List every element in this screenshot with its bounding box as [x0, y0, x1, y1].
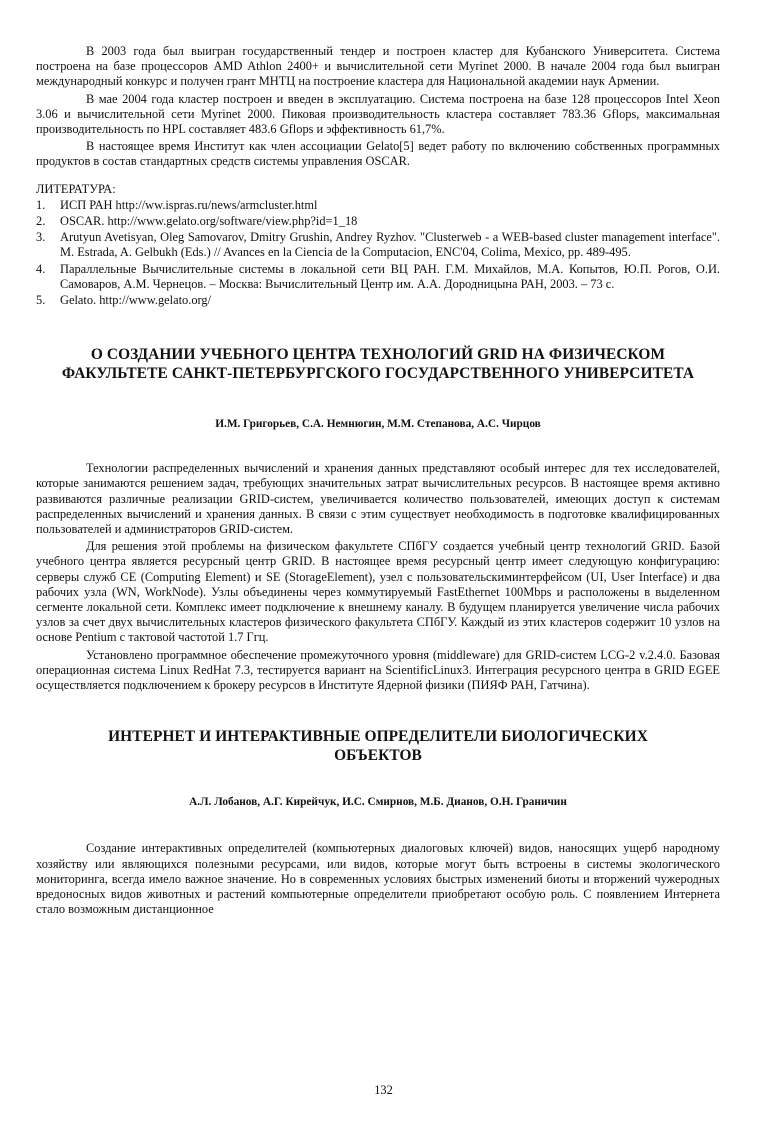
reference-number: 4.	[36, 261, 46, 276]
paragraph: Создание интерактивных определителей (компьютерных диалоговых ключей) видов, наносящих ущерб народному хозяйству или являющихся полезными ресурсами, или видов, которые могут быть встроены в системы экологического мониторинга, всегда имело важное значение. Но в современных условиях быстрых изменений биоты и вторжений чужеродных вредоносных видов животных и растений компьютерные определители приобретают особую роль. С появлением Интернета стало возможным дистанционное	[36, 841, 720, 917]
paragraph: В 2003 года был выигран государственный тендер и построен кластер для Кубанского Университета. Система построена на базе процессоров AMD Athlon 2400+ и вычислительной сети Myrinet 2000. В начале 2004 года был выигран международный конкурс и получен грант МНТЦ на построение кластера для Национальной академии наук Армении.	[36, 44, 720, 89]
reference-text: ИСП РАН http://ww.ispras.ru/news/armcluster.html	[60, 197, 318, 212]
article1-title: О СОЗДАНИИ УЧЕБНОГО ЦЕНТРА ТЕХНОЛОГИЙ GRID НА ФИЗИЧЕСКОМ ФАКУЛЬТЕТЕ САНКТ-ПЕТЕРБУРГСКОГО ГОСУДАРСТВЕННОГО УНИВЕРСИТЕТА	[61, 346, 695, 383]
article1-body	[36, 461, 720, 693]
article1-authors: И.М. Григорьев, С.А. Немнюгин, М.М. Степанова, А.С. Чирцов	[215, 418, 541, 431]
reference-item	[36, 198, 720, 213]
reference-number: 3.	[36, 230, 46, 245]
reference-text: Gelato. http://www.gelato.org/	[60, 293, 212, 308]
article2-title: ИНТЕРНЕТ И ИНТЕРАКТИВНЫЕ ОПРЕДЕЛИТЕЛИ БИОЛОГИЧЕСКИХ ОБЪЕКТОВ	[108, 728, 648, 765]
page-number: 132	[374, 1083, 393, 1097]
reference-item	[36, 293, 720, 308]
article2-authors: А.Л. Лобанов, А.Г. Кирейчук, И.С. Смирнов, М.Б. Дианов, О.Н. Граничин	[189, 796, 567, 809]
page-content	[36, 44, 720, 919]
reference-number: 5.	[36, 293, 46, 308]
reference-number: 2.	[36, 214, 46, 229]
paragraph: Для решения этой проблемы на физическом факультете СПбГУ создается учебный центр технологий GRID. Базой учебного центра является ресурсный центр GRID. В настоящее время ресурсный центр имеет следующую конфигурацию: серверы служб CE (Computing Element) и SE (StorageElement), узел с пользовательскиминтерфейсом (UI, User Interface) и два рабочих узла (WN, WorkNode). Узлы объединены через коммутируемый FastEthernet 100Mbps и расположены в выделенном сегменте локальной сети. Комплекс имеет подключение к внешнему каналу. В будущем планируется увеличение числа рабочих узлов за счет двух вычислительных кластеров физического факультета СПбГУ. Каждый из этих кластеров содержит 10 узлов на основе Pentium с тактовой частотой 1.7 Ггц.	[36, 539, 720, 645]
references-title: ЛИТЕРАТУРА:	[36, 181, 116, 196]
reference-text: OSCAR. http://www.gelato.org/software/view.php?id=1_18	[60, 214, 358, 229]
article2-body	[36, 841, 720, 917]
reference-item	[36, 230, 720, 260]
reference-number: 1.	[36, 197, 46, 212]
reference-text: Arutyun Avetisyan, Oleg Samovarov, Dmitry Grushin, Andrey Ryzhov. "Clusterweb - a WEB-based cluster management interface". M. Estrada, A. Gelbukh (Eds.) // Avances en la Ciencia de la Computacion, ENC'04, Colima, Mexico, pp. 489-495.	[60, 230, 720, 260]
paragraph: Установлено программное обеспечение промежуточного уровня (middleware) для GRID-систем LCG-2 v.2.4.0. Базовая операционная система Linux RedHat 7.3, тестируется вариант на ScientificLinux3. Интеграция ресурсного центра в GRID EGEE осуществляется подключением к брокеру ресурсов в Институте Ядерной физики (ПИЯФ РАН, Гатчина).	[36, 647, 720, 693]
paragraph: В мае 2004 года кластер построен и введен в эксплуатацию. Система построена на базе 128 процессоров Intel Xeon 3.06 и вычислительной сети Myrinet 2000. Пиковая производительность кластера составляет 783.36 Gflops, максимальная производительность по HPL составляет 483.6 Gflops и эффективность 61,7%.	[36, 91, 720, 137]
reference-text: Параллельные Вычислительные системы в локальной сети ВЦ РАН. Г.М. Михайлов, М.А. Копытов, Ю.П. Рогов, О.И. Самоваров, А.М. Чернецов. – Москва: Вычислительный Центр им. А.А. Дородницына РАН, 2003. – 73 с.	[60, 261, 720, 291]
paragraph: В настоящее время Институт как член ассоциации Gelato[5] ведет работу по включению собственных программных продуктов в состав стандартных средств системы управления OSCAR.	[36, 139, 720, 169]
paragraph: Технологии распределенных вычислений и хранения данных представляют особый интерес для тех исследователей, которые занимаются решением задач, требующих значительных затрат вычислительных ресурсов. В настоящее время активно развиваются различные реализации GRID-систем, увеличивается количество пользователей, имеющих доступ к системам распределенных вычислений и хранения данных. В связи с этим существует необходимость в подготовке квалифицированных пользователей и администраторов GRID-систем.	[36, 461, 720, 537]
reference-item	[36, 262, 720, 292]
reference-item	[36, 214, 720, 229]
intro-section	[36, 44, 720, 170]
references-list	[36, 198, 720, 308]
